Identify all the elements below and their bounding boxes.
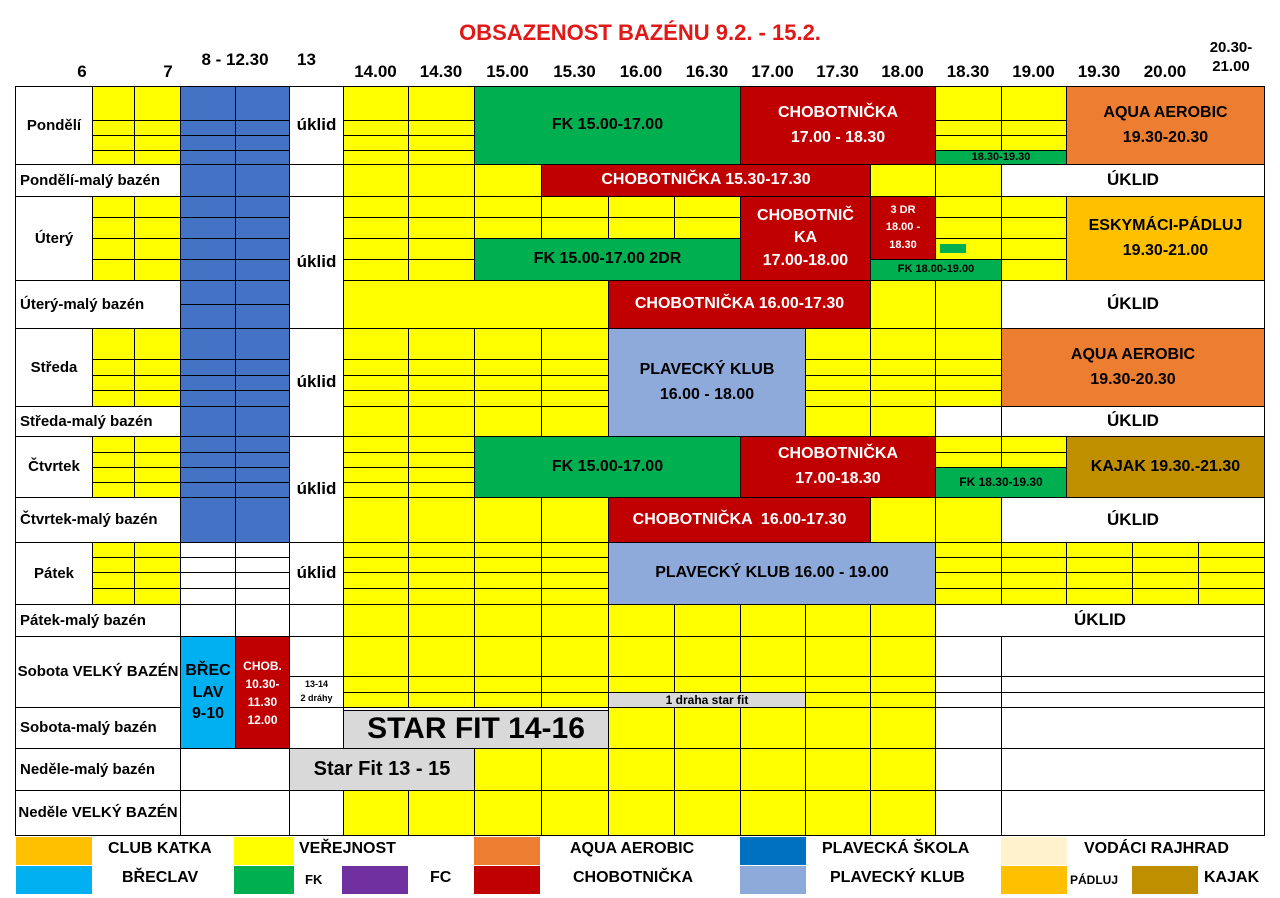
- legend-swatch-11: [1132, 866, 1198, 894]
- legend-label-3: PLAVECKÁ ŠKOLA: [822, 840, 970, 857]
- schedule-cell-83: [1132, 542, 1199, 605]
- lane-divider: [935, 120, 1066, 121]
- schedule-cell-105: [805, 636, 871, 693]
- schedule-cell-51: [474, 406, 542, 437]
- lane-divider: [180, 259, 289, 260]
- lane-divider: [343, 390, 608, 391]
- day-label-wed-small: Středa-malý bazén: [15, 406, 181, 437]
- time-header-7: 15.30: [553, 62, 596, 81]
- schedule-cell-115: [289, 707, 344, 749]
- legend-swatch-3: [740, 837, 806, 865]
- legend-swatch-10: [1001, 866, 1067, 894]
- lane-divider: [92, 588, 180, 589]
- lane-divider: [180, 135, 289, 136]
- lane-divider: [343, 359, 608, 360]
- day-label-fri-small: Pátek-malý bazén: [15, 604, 181, 637]
- lane-divider: [180, 557, 289, 558]
- schedule-cell-119: [805, 707, 871, 749]
- time-header-1: 7: [163, 62, 173, 81]
- uklid-fri-small: ÚKLID: [935, 604, 1265, 637]
- block-thu-chob: CHOBOTNIČKA 17.00-18.30: [740, 436, 936, 498]
- lane-divider: [92, 135, 180, 136]
- schedule-cell-75: [235, 542, 290, 605]
- uklid-wed-small: ÚKLID: [1001, 406, 1265, 437]
- time-header-0: 6: [77, 62, 87, 81]
- day-label-tue: Úterý: [15, 196, 93, 281]
- block-sat-starfit-lane: 1 draha star fit: [608, 692, 806, 708]
- lane-divider: [343, 217, 740, 218]
- day-label-sun-big: Neděle VELKÝ BAZÉN: [15, 790, 181, 836]
- schedule-cell-112: [870, 692, 936, 708]
- block-thu-fk2: FK 18.30-19.30: [935, 467, 1067, 498]
- schedule-cell-44: [805, 328, 871, 407]
- time-header-11: 17.30: [816, 62, 859, 81]
- time-header-9: 16.30: [685, 62, 729, 81]
- schedule-cell-54: [870, 406, 936, 437]
- block-tue-fk2: FK 18.00-19.00: [870, 259, 1002, 281]
- schedule-cell-73: [134, 542, 181, 605]
- schedule-cell-35: [935, 280, 1002, 329]
- block-mon-chob: CHOBOTNIČKA 17.00 - 18.30: [740, 86, 936, 165]
- schedule-cell-114: [1001, 636, 1265, 708]
- block-sat-1314: 13-14 2 dráhy: [289, 676, 344, 708]
- lane-divider: [343, 259, 474, 260]
- lane-divider: [180, 572, 289, 573]
- block-sat-brec: BŘEC LAV 9-10: [180, 636, 236, 749]
- time-header-3: 13: [297, 50, 316, 69]
- block-thu-fk: FK 15.00-17.00: [474, 436, 741, 498]
- lane-divider: [92, 390, 180, 391]
- lane-divider: [343, 452, 474, 453]
- schedule-cell-45: [870, 328, 936, 407]
- lane-divider: [92, 572, 180, 573]
- lane-divider: [343, 482, 474, 483]
- legend-swatch-9: [740, 866, 806, 894]
- schedule-cell-128: [740, 748, 806, 791]
- lane-divider: [935, 676, 1264, 677]
- schedule-cell-144: [935, 790, 1002, 836]
- schedule-cell-68: [474, 497, 542, 543]
- lane-divider: [343, 135, 474, 136]
- schedule-cell-101: [541, 636, 609, 693]
- uklid-thu: úklid: [289, 436, 344, 543]
- schedule-cell-7: [1001, 86, 1067, 151]
- legend-label-2: AQUA AEROBIC: [570, 840, 695, 857]
- lane-divider: [180, 120, 289, 121]
- schedule-cell-11: [343, 164, 409, 197]
- schedule-cell-90: [474, 604, 542, 637]
- schedule-cell-125: [541, 748, 609, 791]
- schedule-cell-10: [289, 164, 344, 197]
- lane-divider: [343, 676, 935, 677]
- time-header-6: 15.00: [486, 62, 529, 81]
- lane-divider: [343, 120, 474, 121]
- block-wed-pk: PLAVECKÝ KLUB 16.00 - 18.00: [608, 328, 806, 437]
- lane-divider: [343, 572, 608, 573]
- lane-divider: [805, 359, 1001, 360]
- schedule-cell-65: [235, 497, 290, 543]
- lane-divider: [343, 467, 474, 468]
- schedule-cell-2: [180, 86, 236, 165]
- block-sat-starfit: STAR FIT 14-16: [343, 710, 609, 749]
- schedule-cell-99: [408, 636, 475, 693]
- schedule-cell-41: [408, 328, 475, 407]
- block-tue-chob: CHOBOTNIČ KA 17.00-18.00: [740, 196, 871, 281]
- schedule-cell-70: [870, 497, 936, 543]
- schedule-cell-123: [180, 748, 290, 791]
- lane-divider: [935, 452, 1066, 453]
- legend-swatch-0: [16, 837, 92, 865]
- schedule-cell-143: [870, 790, 936, 836]
- day-label-sun-small: Neděle-malý bazén: [15, 748, 181, 791]
- lane-divider: [935, 572, 1264, 573]
- schedule-cell-140: [674, 790, 741, 836]
- schedule-cell-135: [343, 790, 409, 836]
- schedule-cell-43: [541, 328, 609, 407]
- lane-divider: [92, 120, 180, 121]
- lane-divider: [935, 557, 1264, 558]
- uklid-wed: úklid: [289, 328, 344, 437]
- uklid-tue-small: ÚKLID: [1001, 280, 1265, 329]
- schedule-cell-92: [608, 604, 675, 637]
- schedule-cell-145: [1001, 790, 1265, 836]
- lane-divider: [92, 259, 180, 260]
- fk-marker: [940, 244, 966, 253]
- block-sat-chob: CHOB. 10.30- 11.30 12.00: [235, 636, 290, 749]
- schedule-cell-106: [870, 636, 936, 693]
- schedule-cell-12: [408, 164, 475, 197]
- schedule-cell-74: [180, 542, 236, 605]
- lane-divider: [92, 557, 180, 558]
- schedule-cell-64: [180, 497, 236, 543]
- schedule-cell-88: [343, 604, 409, 637]
- lane-divider: [92, 359, 180, 360]
- schedule-cell-142: [805, 790, 871, 836]
- legend-label-1: VEŘEJNOST: [299, 840, 396, 857]
- schedule-cell-139: [608, 790, 675, 836]
- block-fri-pk: PLAVECKÝ KLUB 16.00 - 19.00: [608, 542, 936, 605]
- legend-label-10: PÁDLUJ: [1070, 873, 1119, 887]
- schedule-cell-38: [180, 328, 236, 407]
- lane-divider: [935, 217, 1066, 218]
- lane-divider: [92, 238, 180, 239]
- uklid-mon-small: ÚKLID: [1001, 164, 1265, 197]
- schedule-cell-53: [805, 406, 871, 437]
- schedule-cell-67: [408, 497, 475, 543]
- lane-divider: [180, 359, 289, 360]
- day-label-sat-big: Sobota VELKÝ BAZÉN: [15, 636, 181, 708]
- lane-divider: [180, 217, 289, 218]
- schedule-cell-95: [805, 604, 871, 637]
- uklid-fri: úklid: [289, 542, 344, 605]
- schedule-cell-78: [474, 542, 542, 605]
- lane-divider: [343, 588, 608, 589]
- lane-divider: [180, 390, 289, 391]
- lane-divider: [180, 150, 289, 151]
- block-mon-aqua: AQUA AEROBIC 19.30-20.30: [1066, 86, 1265, 165]
- schedule-cell-134: [289, 790, 344, 836]
- page-title: OBSAZENOST BAZÉNU 9.2. - 15.2.: [459, 20, 821, 45]
- block-thu-kajak: KAJAK 19.30.-21.30: [1066, 436, 1265, 498]
- schedule-cell-30: [1001, 259, 1067, 281]
- schedule-cell-121: [935, 707, 1002, 749]
- schedule-cell-66: [343, 497, 409, 543]
- schedule-cell-131: [935, 748, 1002, 791]
- schedule-cell-69: [541, 497, 609, 543]
- time-header-16: 20.00: [1143, 62, 1187, 81]
- lane-divider: [92, 375, 180, 376]
- schedule-cell-107: [343, 692, 409, 708]
- day-label-mon: Pondělí: [15, 86, 93, 165]
- schedule-cell-29: [1001, 196, 1067, 260]
- legend-swatch-4: [1001, 837, 1067, 865]
- time-header-5: 14.30: [419, 62, 463, 81]
- schedule-cell-113: [935, 636, 1002, 708]
- day-label-thu: Čtvrtek: [15, 436, 93, 498]
- time-header-14: 19.00: [1012, 62, 1055, 81]
- day-label-mon-small: Pondělí-malý bazén: [15, 164, 181, 197]
- schedule-cell-52: [541, 406, 609, 437]
- legend-swatch-7: [342, 866, 408, 894]
- block-thus-chob: CHOBOTNIČKA 16.00-17.30: [608, 497, 871, 543]
- schedule-cell-127: [674, 748, 741, 791]
- lane-divider: [935, 238, 1066, 239]
- schedule-cell-120: [870, 707, 936, 749]
- day-label-fri: Pátek: [15, 542, 93, 605]
- time-header-12: 18.00: [881, 62, 924, 81]
- time-header-13: 18.30: [946, 62, 990, 81]
- legend-swatch-1: [234, 837, 294, 865]
- schedule-cell-98: [343, 636, 409, 693]
- legend-swatch-8: [474, 866, 540, 894]
- lane-divider: [92, 452, 180, 453]
- schedule-cell-116: [608, 707, 675, 749]
- day-label-sat-small: Sobota-malý bazén: [15, 707, 181, 749]
- lane-divider: [180, 238, 289, 239]
- legend-swatch-2: [474, 837, 540, 865]
- schedule-cell-81: [1001, 542, 1067, 605]
- schedule-cell-9: [235, 164, 290, 197]
- schedule-cell-37: [134, 328, 181, 407]
- schedule-cell-117: [674, 707, 741, 749]
- schedule-cell-102: [608, 636, 675, 693]
- schedule-cell-40: [343, 328, 409, 407]
- schedule-cell-72: [92, 542, 135, 605]
- schedule-cell-42: [474, 328, 542, 407]
- schedule-cell-94: [740, 604, 806, 637]
- schedule-cell-86: [235, 604, 290, 637]
- schedule-cell-50: [408, 406, 475, 437]
- legend-label-9: PLAVECKÝ KLUB: [830, 869, 965, 886]
- lane-divider: [343, 150, 474, 151]
- day-label-thu-small: Čtvrtek-malý bazén: [15, 497, 181, 543]
- schedule-cell-126: [608, 748, 675, 791]
- day-label-wed: Středa: [15, 328, 93, 407]
- schedule-cell-108: [408, 692, 475, 708]
- schedule-cell-136: [408, 790, 475, 836]
- schedule-cell-79: [541, 542, 609, 605]
- lane-divider: [343, 557, 608, 558]
- schedule-cell-91: [541, 604, 609, 637]
- schedule-cell-33: [343, 280, 609, 329]
- lane-divider: [180, 467, 289, 468]
- schedule-cell-96: [870, 604, 936, 637]
- lane-divider: [805, 390, 1001, 391]
- lane-divider: [935, 135, 1066, 136]
- legend-label-4: VODÁCI RAJHRAD: [1084, 840, 1229, 857]
- lane-divider: [935, 692, 1264, 693]
- time-header-4: 14.00: [354, 62, 397, 81]
- schedule-cell-4: [343, 86, 409, 165]
- lane-divider: [180, 304, 289, 305]
- schedule-cell-1: [134, 86, 181, 165]
- schedule-cell-97: [289, 636, 344, 677]
- uklid-tue: úklid: [289, 196, 344, 329]
- schedule-cell-104: [740, 636, 806, 693]
- uklid-mon: úklid: [289, 86, 344, 165]
- schedule-cell-34: [870, 280, 936, 329]
- legend-label-0: CLUB KATKA: [108, 840, 212, 857]
- schedule-cell-76: [343, 542, 409, 605]
- schedule-cell-36: [92, 328, 135, 407]
- lane-divider: [92, 150, 180, 151]
- block-mons-chob: CHOBOTNIČKA 15.30-17.30: [541, 164, 871, 197]
- schedule-cell-133: [180, 790, 290, 836]
- schedule-cell-80: [935, 542, 1002, 605]
- lane-divider: [92, 467, 180, 468]
- block-tue-fk: FK 15.00-17.00 2DR: [474, 238, 741, 281]
- schedule-cell-84: [1198, 542, 1265, 605]
- lane-divider: [805, 375, 1001, 376]
- block-wed-aqua: AQUA AEROBIC 19.30-20.30: [1001, 328, 1265, 407]
- legend-label-5: BŘECLAV: [122, 869, 199, 886]
- schedule-cell-15: [935, 164, 1002, 197]
- schedule-cell-130: [870, 748, 936, 791]
- schedule-cell-0: [92, 86, 135, 165]
- time-header-17: 20.30- 21.00: [1209, 39, 1253, 75]
- lane-divider: [92, 482, 180, 483]
- schedule-cell-77: [408, 542, 475, 605]
- schedule-cell-103: [674, 636, 741, 693]
- schedule-cell-132: [1001, 748, 1265, 791]
- schedule-cell-14: [870, 164, 936, 197]
- legend-label-6: FK: [305, 872, 323, 887]
- lane-divider: [92, 217, 180, 218]
- lane-divider: [180, 452, 289, 453]
- uklid-thu-small: ÚKLID: [1001, 497, 1265, 543]
- time-header-8: 16.00: [619, 62, 663, 81]
- legend-label-8: CHOBOTNIČKA: [573, 869, 693, 886]
- time-header-2: 8 - 12.30: [201, 50, 269, 69]
- block-sun-starfit: Star Fit 13 - 15: [289, 748, 475, 791]
- lane-divider: [935, 588, 1264, 589]
- lane-divider: [343, 375, 608, 376]
- schedule-cell-55: [935, 406, 1002, 437]
- schedule-cell-137: [474, 790, 542, 836]
- schedule-cell-3: [235, 86, 290, 165]
- block-tues-chob: CHOBOTNIČKA 16.00-17.30: [608, 280, 871, 329]
- schedule-cell-110: [541, 692, 609, 708]
- schedule-cell-13: [474, 164, 542, 197]
- schedule-cell-49: [343, 406, 409, 437]
- schedule-cell-93: [674, 604, 741, 637]
- legend-swatch-6: [234, 866, 294, 894]
- schedule-cell-39: [235, 328, 290, 407]
- schedule-cell-89: [408, 604, 475, 637]
- schedule-cell-82: [1066, 542, 1133, 605]
- schedule-cell-85: [180, 604, 236, 637]
- schedule-cell-46: [935, 328, 1002, 407]
- lane-divider: [180, 588, 289, 589]
- schedule-cell-124: [474, 748, 542, 791]
- time-header-10: 17.00: [751, 62, 794, 81]
- schedule-cell-5: [408, 86, 475, 165]
- block-tue-3dr: 3 DR 18.00 - 18.30: [870, 196, 936, 260]
- schedule-cell-48: [235, 406, 290, 437]
- schedule-cell-118: [740, 707, 806, 749]
- block-tue-esk: ESKYMÁCI-PÁDLUJ 19.30-21.00: [1066, 196, 1265, 281]
- schedule-cell-111: [805, 692, 871, 708]
- legend-swatch-5: [16, 866, 92, 894]
- schedule-cell-47: [180, 406, 236, 437]
- lane-divider: [180, 375, 289, 376]
- schedule-cell-129: [805, 748, 871, 791]
- legend-label-7: FC: [430, 869, 452, 886]
- schedule-cell-71: [935, 497, 1002, 543]
- schedule-cell-141: [740, 790, 806, 836]
- schedule-cell-6: [935, 86, 1002, 151]
- schedule-cell-109: [474, 692, 542, 708]
- schedule-cell-87: [289, 604, 344, 637]
- schedule-cell-100: [474, 636, 542, 693]
- day-label-tue-small: Úterý-malý bazén: [15, 280, 181, 329]
- block-mon-fk: FK 15.00-17.00: [474, 86, 741, 165]
- block-mon-fk2: 18.30-19.30: [935, 150, 1067, 165]
- legend-label-11: KAJAK: [1204, 869, 1260, 886]
- schedule-cell-8: [180, 164, 236, 197]
- time-header-15: 19.30: [1077, 62, 1121, 81]
- lane-divider: [180, 482, 289, 483]
- schedule-cell-122: [1001, 707, 1265, 749]
- schedule-cell-138: [541, 790, 609, 836]
